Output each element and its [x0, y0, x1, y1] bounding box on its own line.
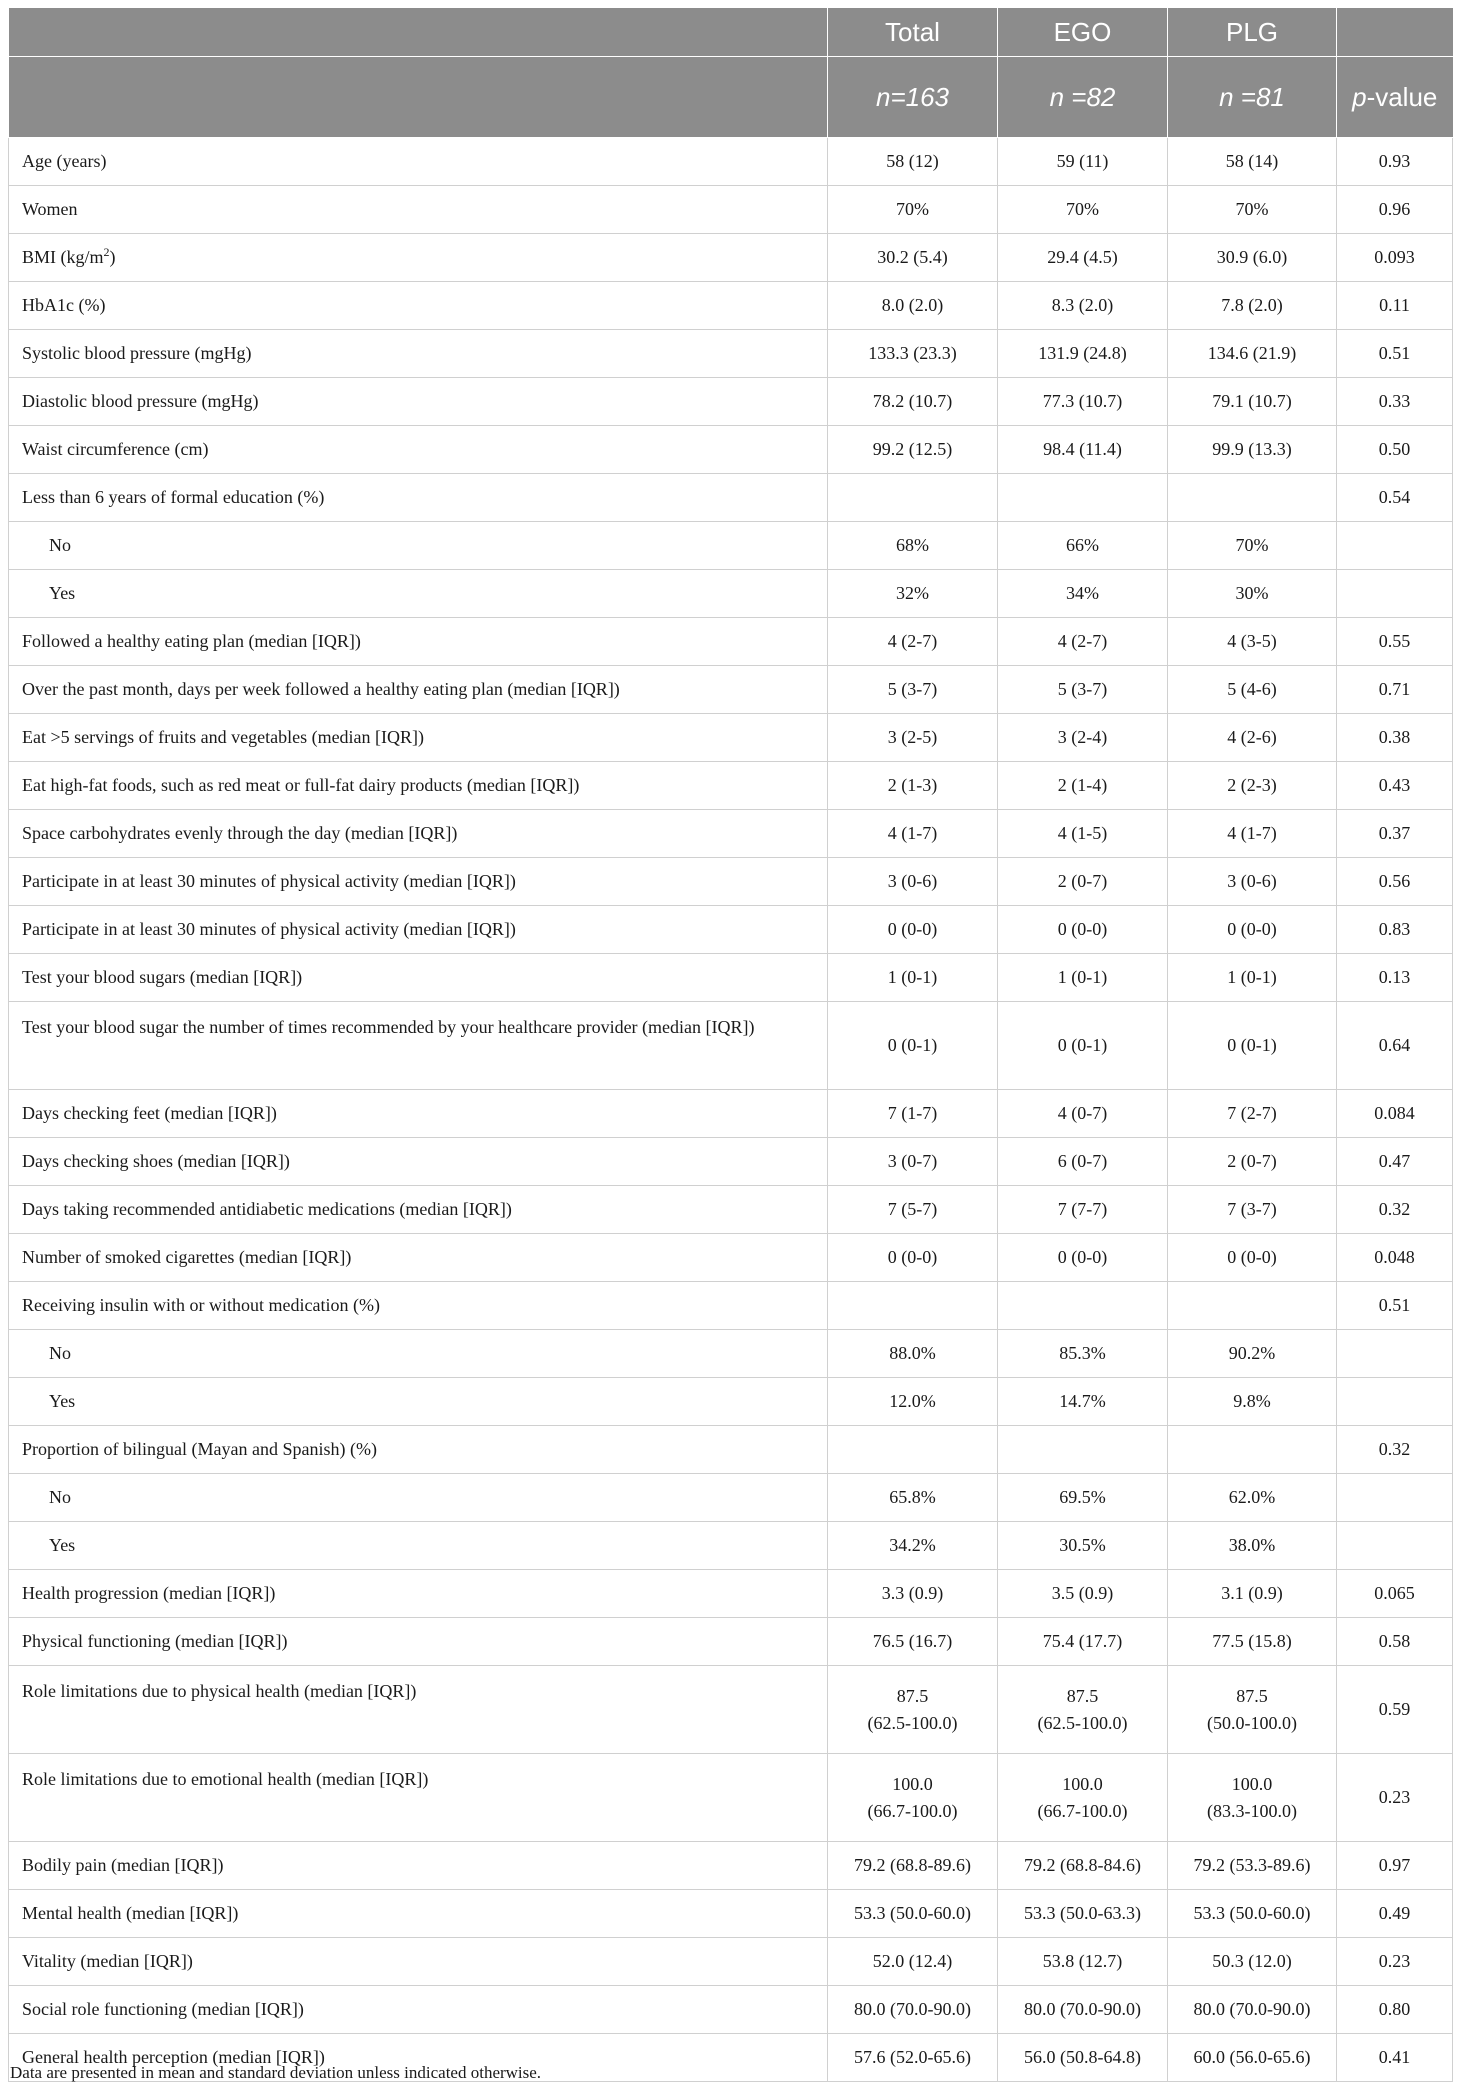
- row-label: [9, 1234, 828, 1282]
- cell-total: 0 (0-0): [828, 906, 998, 954]
- row-label: [9, 1754, 828, 1842]
- cell-plg: 3.1 (0.9): [1168, 1570, 1337, 1618]
- cell-total: 3 (2-5): [828, 714, 998, 762]
- cell-plg: 0 (0-0): [1168, 906, 1337, 954]
- cell-total: 3 (0-6): [828, 858, 998, 906]
- cell-plg: 3 (0-6): [1168, 858, 1337, 906]
- cell-total: 99.2 (12.5): [828, 426, 998, 474]
- cell-plg: 1 (0-1): [1168, 954, 1337, 1002]
- cell-ego: 34%: [998, 570, 1168, 618]
- cell-plg: 30.9 (6.0): [1168, 234, 1337, 282]
- row-label: [9, 1378, 828, 1426]
- cell-total: 12.0%: [828, 1378, 998, 1426]
- row-label-text: Women: [22, 199, 78, 219]
- cell-total: 7 (5-7): [828, 1186, 998, 1234]
- cell-p: [1337, 1330, 1453, 1378]
- table-row: [9, 1986, 1453, 2034]
- row-label-text: Diastolic blood pressure (mgHg): [22, 391, 259, 411]
- row-label-tail: ): [109, 247, 116, 267]
- cell-ego: 3 (2-4): [998, 714, 1168, 762]
- cell-plg: 9.8%: [1168, 1378, 1337, 1426]
- cell-p: 0.80: [1337, 1986, 1453, 2034]
- table-row: [9, 1618, 1453, 1666]
- cell-total: 133.3 (23.3): [828, 330, 998, 378]
- cell-plg: 0 (0-0): [1168, 1234, 1337, 1282]
- row-label: [9, 378, 828, 426]
- table-row: [9, 906, 1453, 954]
- cell-total: 2 (1-3): [828, 762, 998, 810]
- cell-plg: 99.9 (13.3): [1168, 426, 1337, 474]
- cell-total: 70%: [828, 186, 998, 234]
- cell-total: 4 (2-7): [828, 618, 998, 666]
- cell-plg: [1168, 474, 1337, 522]
- table-row: [9, 1666, 1453, 1754]
- cell-p: 0.048: [1337, 1234, 1453, 1282]
- cell-ego: [998, 1282, 1168, 1330]
- row-label: [9, 1330, 828, 1378]
- cell-ego: 98.4 (11.4): [998, 426, 1168, 474]
- cell-total: 32%: [828, 570, 998, 618]
- table-row: [9, 1754, 1453, 1842]
- cell-p: 0.51: [1337, 330, 1453, 378]
- row-label-text: Participate in at least 30 minutes of physical activity (median [IQR]): [22, 871, 516, 891]
- cell-total: 80.0 (70.0-90.0): [828, 1986, 998, 2034]
- table-row: [9, 1138, 1453, 1186]
- table-row: [9, 234, 1453, 282]
- row-label: [9, 1618, 828, 1666]
- row-label: [9, 762, 828, 810]
- cell-ego: 0 (0-0): [998, 1234, 1168, 1282]
- row-label-text: Mental health (median [IQR]): [22, 1903, 239, 1923]
- cell-p: 0.55: [1337, 618, 1453, 666]
- row-label-text: Bodily pain (median [IQR]): [22, 1855, 224, 1875]
- cell-total: 7 (1-7): [828, 1090, 998, 1138]
- row-label: [9, 474, 828, 522]
- row-label-text: Age (years): [22, 151, 107, 171]
- cell-ego: 8.3 (2.0): [998, 282, 1168, 330]
- cell-ego: 3.5 (0.9): [998, 1570, 1168, 1618]
- cell-ego: 66%: [998, 522, 1168, 570]
- header-row-groups: [9, 8, 1453, 57]
- header-p-value: [1337, 57, 1453, 138]
- p-label-italic: p: [1352, 81, 1367, 112]
- row-label-text: Proportion of bilingual (Mayan and Spanish) (%): [22, 1439, 377, 1459]
- cell-total: 58 (12): [828, 138, 998, 186]
- table-row: [9, 714, 1453, 762]
- table-row: [9, 474, 1453, 522]
- cell-p: 0.49: [1337, 1890, 1453, 1938]
- row-label: [9, 1570, 828, 1618]
- row-label: [9, 906, 828, 954]
- row-label: [9, 666, 828, 714]
- table-footnote: Data are presented in mean and standard deviation unless indicated otherwise.: [10, 2063, 542, 2082]
- row-label-text: Yes: [49, 1535, 76, 1555]
- row-label-text: Space carbohydrates evenly through the day (median [IQR]): [22, 823, 458, 843]
- header-plg-n: [1168, 57, 1337, 138]
- p-label-rest: -value: [1366, 81, 1438, 112]
- row-label-text: Eat >5 servings of fruits and vegetables (median [IQR]): [22, 727, 425, 747]
- cell-p: 0.23: [1337, 1754, 1453, 1842]
- row-label-text: Receiving insulin with or without medication (%): [22, 1295, 380, 1315]
- row-label: [9, 618, 828, 666]
- row-label-text: Role limitations due to emotional health (median [IQR]): [22, 1769, 429, 1789]
- table-row: [9, 1842, 1453, 1890]
- table-body: [9, 138, 1453, 2082]
- header-plg: PLG: [1168, 8, 1337, 57]
- row-label-text: Days taking recommended antidiabetic medications (median [IQR]): [22, 1199, 512, 1219]
- cell-p: 0.51: [1337, 1282, 1453, 1330]
- header-row-counts: [9, 57, 1453, 138]
- cell-plg: 87.5 (50.0-100.0): [1168, 1666, 1337, 1754]
- cell-plg: 4 (1-7): [1168, 810, 1337, 858]
- row-label: [9, 1138, 828, 1186]
- cell-plg: 5 (4-6): [1168, 666, 1337, 714]
- plg-n-text: n =81: [1219, 81, 1285, 112]
- table-row: [9, 954, 1453, 1002]
- table-row: [9, 858, 1453, 906]
- cell-total: 0 (0-1): [828, 1002, 998, 1090]
- cell-total: 65.8%: [828, 1474, 998, 1522]
- row-label: [9, 1938, 828, 1986]
- cell-p: 0.47: [1337, 1138, 1453, 1186]
- row-label-text: Waist circumference (cm): [22, 439, 209, 459]
- cell-total: 52.0 (12.4): [828, 1938, 998, 1986]
- table-row: [9, 570, 1453, 618]
- cell-ego: 85.3%: [998, 1330, 1168, 1378]
- cell-ego: 53.8 (12.7): [998, 1938, 1168, 1986]
- row-label-superscript: 2: [103, 245, 110, 259]
- row-label: [9, 1842, 828, 1890]
- header-empty-cell: [9, 8, 828, 57]
- cell-ego: 7 (7-7): [998, 1186, 1168, 1234]
- cell-plg: 100.0 (83.3-100.0): [1168, 1754, 1337, 1842]
- row-label: [9, 1522, 828, 1570]
- row-label: [9, 570, 828, 618]
- cell-ego: 4 (1-5): [998, 810, 1168, 858]
- table-row: [9, 1186, 1453, 1234]
- cell-p: 0.59: [1337, 1666, 1453, 1754]
- row-label-text: Days checking shoes (median [IQR]): [22, 1151, 290, 1171]
- cell-plg: [1168, 1282, 1337, 1330]
- table-row: [9, 1570, 1453, 1618]
- table-row: [9, 762, 1453, 810]
- cell-plg: 7.8 (2.0): [1168, 282, 1337, 330]
- row-label-text: Social role functioning (median [IQR]): [22, 1999, 304, 2019]
- cell-ego: 59 (11): [998, 138, 1168, 186]
- cell-ego: 80.0 (70.0-90.0): [998, 1986, 1168, 2034]
- row-label-text: No: [49, 1487, 71, 1507]
- cell-plg: 62.0%: [1168, 1474, 1337, 1522]
- cell-plg: 50.3 (12.0): [1168, 1938, 1337, 1986]
- cell-plg: 2 (2-3): [1168, 762, 1337, 810]
- table-row: [9, 810, 1453, 858]
- cell-plg: 80.0 (70.0-90.0): [1168, 1986, 1337, 2034]
- row-label-text: Number of smoked cigarettes (median [IQR]): [22, 1247, 352, 1267]
- cell-p: [1337, 522, 1453, 570]
- baseline-characteristics-table: [8, 8, 1453, 2082]
- cell-plg: 0 (0-1): [1168, 1002, 1337, 1090]
- row-label-text: Days checking feet (median [IQR]): [22, 1103, 277, 1123]
- cell-plg: 4 (3-5): [1168, 618, 1337, 666]
- baseline-characteristics-table-container: [8, 8, 1452, 2082]
- row-label: [9, 1090, 828, 1138]
- row-label-text: Followed a healthy eating plan (median [IQR]): [22, 631, 361, 651]
- table-row: [9, 1938, 1453, 1986]
- cell-p: 0.58: [1337, 1618, 1453, 1666]
- cell-total: 1 (0-1): [828, 954, 998, 1002]
- row-label: [9, 858, 828, 906]
- cell-plg: 53.3 (50.0-60.0): [1168, 1890, 1337, 1938]
- table-row: [9, 522, 1453, 570]
- row-label-text: BMI (kg/m: [22, 247, 104, 267]
- row-label-text: Test your blood sugar the number of times recommended by your healthcare provider (median [IQR]): [22, 1017, 755, 1037]
- cell-total: 53.3 (50.0-60.0): [828, 1890, 998, 1938]
- cell-ego: 77.3 (10.7): [998, 378, 1168, 426]
- cell-plg: 2 (0-7): [1168, 1138, 1337, 1186]
- cell-p: 0.13: [1337, 954, 1453, 1002]
- cell-p: [1337, 1522, 1453, 1570]
- cell-total: 87.5 (62.5-100.0): [828, 1666, 998, 1754]
- row-label: [9, 1426, 828, 1474]
- row-label: [9, 1282, 828, 1330]
- cell-total: [828, 1426, 998, 1474]
- row-label-text: Participate in at least 30 minutes of physical activity (median [IQR]): [22, 919, 516, 939]
- cell-p: 0.56: [1337, 858, 1453, 906]
- header-empty-p: [1337, 8, 1453, 57]
- cell-ego: 4 (0-7): [998, 1090, 1168, 1138]
- cell-p: 0.97: [1337, 1842, 1453, 1890]
- ego-n-text: n =82: [1049, 81, 1116, 112]
- row-label-text: Role limitations due to physical health (median [IQR]): [22, 1681, 417, 1701]
- row-label-text: General health perception (median [IQR]): [22, 2047, 325, 2067]
- cell-plg: 38.0%: [1168, 1522, 1337, 1570]
- cell-ego: [998, 474, 1168, 522]
- row-label-text: HbA1c (%): [22, 295, 106, 315]
- cell-ego: 79.2 (68.8-84.6): [998, 1842, 1168, 1890]
- cell-p: 0.33: [1337, 378, 1453, 426]
- table-header: [9, 8, 1453, 138]
- cell-ego: 131.9 (24.8): [998, 330, 1168, 378]
- cell-ego: 6 (0-7): [998, 1138, 1168, 1186]
- row-label-text: No: [49, 535, 71, 555]
- cell-ego: 2 (1-4): [998, 762, 1168, 810]
- row-label-text: Yes: [49, 1391, 76, 1411]
- cell-ego: 2 (0-7): [998, 858, 1168, 906]
- cell-ego: 30.5%: [998, 1522, 1168, 1570]
- row-label: [9, 282, 828, 330]
- row-label: [9, 186, 828, 234]
- row-label: [9, 1186, 828, 1234]
- cell-p: 0.38: [1337, 714, 1453, 762]
- cell-ego: 56.0 (50.8-64.8): [998, 2034, 1168, 2082]
- cell-ego: 75.4 (17.7): [998, 1618, 1168, 1666]
- cell-p: 0.093: [1337, 234, 1453, 282]
- cell-plg: 58 (14): [1168, 138, 1337, 186]
- cell-p: 0.54: [1337, 474, 1453, 522]
- cell-ego: 87.5 (62.5-100.0): [998, 1666, 1168, 1754]
- cell-plg: 90.2%: [1168, 1330, 1337, 1378]
- row-label-text: Systolic blood pressure (mgHg): [22, 343, 252, 363]
- cell-plg: 70%: [1168, 522, 1337, 570]
- row-label: [9, 954, 828, 1002]
- header-total-n: [828, 57, 998, 138]
- row-label-text: Vitality (median [IQR]): [22, 1951, 193, 1971]
- row-label-text: Physical functioning (median [IQR]): [22, 1631, 288, 1651]
- row-label: [9, 1666, 828, 1754]
- table-row: [9, 1282, 1453, 1330]
- cell-plg: 7 (2-7): [1168, 1090, 1337, 1138]
- cell-total: 8.0 (2.0): [828, 282, 998, 330]
- cell-p: 0.084: [1337, 1090, 1453, 1138]
- row-label-text: Eat high-fat foods, such as red meat or full-fat dairy products (median [IQR]): [22, 775, 580, 795]
- cell-p: 0.64: [1337, 1002, 1453, 1090]
- header-empty-cell-2: [9, 57, 828, 138]
- cell-p: 0.41: [1337, 2034, 1453, 2082]
- cell-ego: 1 (0-1): [998, 954, 1168, 1002]
- cell-total: 3.3 (0.9): [828, 1570, 998, 1618]
- cell-total: 76.5 (16.7): [828, 1618, 998, 1666]
- cell-p: [1337, 570, 1453, 618]
- header-ego-n: [998, 57, 1168, 138]
- row-label-text: Less than 6 years of formal education (%): [22, 487, 325, 507]
- cell-plg: 60.0 (56.0-65.6): [1168, 2034, 1337, 2082]
- cell-plg: 77.5 (15.8): [1168, 1618, 1337, 1666]
- cell-plg: 79.2 (53.3-89.6): [1168, 1842, 1337, 1890]
- table-row: [9, 186, 1453, 234]
- cell-plg: 70%: [1168, 186, 1337, 234]
- table-row: [9, 1522, 1453, 1570]
- cell-ego: 5 (3-7): [998, 666, 1168, 714]
- cell-ego: 0 (0-1): [998, 1002, 1168, 1090]
- cell-ego: 53.3 (50.0-63.3): [998, 1890, 1168, 1938]
- cell-p: 0.32: [1337, 1426, 1453, 1474]
- row-label-text: Test your blood sugars (median [IQR]): [22, 967, 303, 987]
- cell-p: [1337, 1378, 1453, 1426]
- cell-plg: [1168, 1426, 1337, 1474]
- cell-p: 0.93: [1337, 138, 1453, 186]
- cell-ego: 69.5%: [998, 1474, 1168, 1522]
- row-label-text: No: [49, 1343, 71, 1363]
- cell-p: 0.83: [1337, 906, 1453, 954]
- cell-total: 34.2%: [828, 1522, 998, 1570]
- row-label: [9, 714, 828, 762]
- cell-ego: 100.0 (66.7-100.0): [998, 1754, 1168, 1842]
- table-row: [9, 138, 1453, 186]
- cell-total: 5 (3-7): [828, 666, 998, 714]
- cell-total: [828, 1282, 998, 1330]
- row-label-text: Yes: [49, 583, 76, 603]
- cell-ego: 70%: [998, 186, 1168, 234]
- table-row: [9, 1002, 1453, 1090]
- table-row: [9, 1474, 1453, 1522]
- table-row: [9, 1890, 1453, 1938]
- row-label: [9, 1890, 828, 1938]
- cell-plg: 7 (3-7): [1168, 1186, 1337, 1234]
- cell-total: 30.2 (5.4): [828, 234, 998, 282]
- cell-ego: 29.4 (4.5): [998, 234, 1168, 282]
- cell-p: 0.71: [1337, 666, 1453, 714]
- table-row: [9, 1090, 1453, 1138]
- row-label: [9, 522, 828, 570]
- cell-ego: 0 (0-0): [998, 906, 1168, 954]
- cell-ego: [998, 1426, 1168, 1474]
- cell-total: 79.2 (68.8-89.6): [828, 1842, 998, 1890]
- row-label: [9, 810, 828, 858]
- cell-total: 3 (0-7): [828, 1138, 998, 1186]
- table-row: [9, 1330, 1453, 1378]
- header-total: Total: [828, 8, 998, 57]
- cell-total: 100.0 (66.7-100.0): [828, 1754, 998, 1842]
- cell-total: 57.6 (52.0-65.6): [828, 2034, 998, 2082]
- cell-total: 88.0%: [828, 1330, 998, 1378]
- cell-p: 0.50: [1337, 426, 1453, 474]
- row-label: [9, 234, 828, 282]
- row-label: [9, 1986, 828, 2034]
- cell-plg: 4 (2-6): [1168, 714, 1337, 762]
- cell-ego: 4 (2-7): [998, 618, 1168, 666]
- row-label: [9, 1002, 828, 1090]
- table-row: [9, 1234, 1453, 1282]
- row-label: [9, 330, 828, 378]
- cell-p: [1337, 1474, 1453, 1522]
- cell-total: 78.2 (10.7): [828, 378, 998, 426]
- cell-p: 0.43: [1337, 762, 1453, 810]
- table-row: [9, 426, 1453, 474]
- row-label-text: Over the past month, days per week followed a healthy eating plan (median [IQR]): [22, 679, 620, 699]
- cell-p: 0.96: [1337, 186, 1453, 234]
- cell-plg: 79.1 (10.7): [1168, 378, 1337, 426]
- cell-p: 0.065: [1337, 1570, 1453, 1618]
- cell-plg: 134.6 (21.9): [1168, 330, 1337, 378]
- cell-total: [828, 474, 998, 522]
- table-row: [9, 1426, 1453, 1474]
- row-label: [9, 138, 828, 186]
- table-row: [9, 1378, 1453, 1426]
- cell-ego: 14.7%: [998, 1378, 1168, 1426]
- row-label: [9, 426, 828, 474]
- total-n-text: n=163: [875, 81, 950, 112]
- row-label: [9, 1474, 828, 1522]
- table-row: [9, 330, 1453, 378]
- cell-p: 0.11: [1337, 282, 1453, 330]
- table-row: [9, 282, 1453, 330]
- table-row: [9, 618, 1453, 666]
- cell-plg: 30%: [1168, 570, 1337, 618]
- cell-total: 68%: [828, 522, 998, 570]
- cell-p: 0.37: [1337, 810, 1453, 858]
- header-ego: EGO: [998, 8, 1168, 57]
- cell-total: 4 (1-7): [828, 810, 998, 858]
- table-row: [9, 378, 1453, 426]
- cell-total: 0 (0-0): [828, 1234, 998, 1282]
- cell-p: 0.23: [1337, 1938, 1453, 1986]
- row-label-text: Health progression (median [IQR]): [22, 1583, 276, 1603]
- cell-p: 0.32: [1337, 1186, 1453, 1234]
- table-row: [9, 666, 1453, 714]
